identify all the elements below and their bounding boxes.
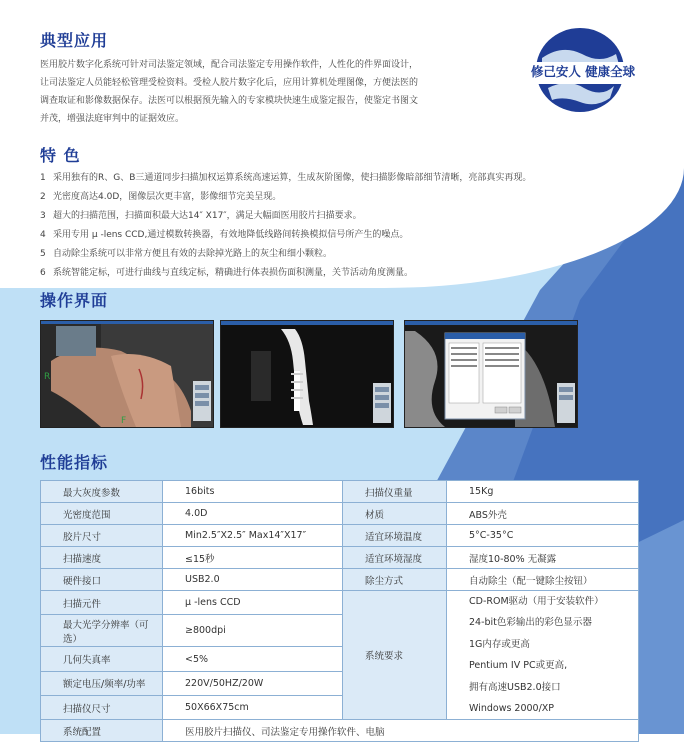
table-row xyxy=(41,481,639,503)
system-req-label: 系统要求 xyxy=(343,591,447,720)
spec-label: 扫描仪重量 xyxy=(343,481,447,503)
section-title-performance: 性能指标 xyxy=(40,453,109,472)
spec-label: 扫描速度 xyxy=(41,547,163,569)
system-req-item: CD-ROM驱动（用于安装软件） xyxy=(469,596,604,607)
intro-line: 让司法鉴定人员能轻松管理受检资料。受检人胶片数字化后，应用计算机处理图像，方便法医的 xyxy=(40,78,419,88)
spec-label: 最大光学分辨率（可选） xyxy=(41,615,163,647)
spec-value: Min2.5″X2.5″ Max14″X17″ xyxy=(163,525,343,547)
system-req-list xyxy=(447,591,639,720)
system-req-item: 拥有高速USB2.0接口 xyxy=(469,681,561,693)
spec-value: 4.0D xyxy=(163,503,343,525)
intro-line: 并茂，增强法庭审判中的证据效应。 xyxy=(40,114,185,124)
section-title-features: 特 色 xyxy=(40,146,81,165)
spec-value: 220V/50HZ/20W xyxy=(163,671,343,695)
spec-value: 5°C-35°C xyxy=(447,525,639,547)
table-row xyxy=(41,569,639,591)
spec-label: 胶片尺寸 xyxy=(41,525,163,547)
spec-label: 最大灰度参数 xyxy=(41,481,163,503)
features-list xyxy=(40,169,660,283)
screenshot-xray-bone xyxy=(220,320,394,428)
system-req-item: 24-bit色彩输出的彩色显示器 xyxy=(469,617,592,629)
spec-label: 系统配置 xyxy=(41,720,163,742)
system-req-item: Pentium IV PC或更高, xyxy=(469,660,568,672)
company-logo xyxy=(512,24,654,120)
spec-table xyxy=(40,480,638,742)
table-row xyxy=(41,591,639,615)
feature-item: 5 自动除尘系统可以非常方便且有效的去除掉光路上的灰尘和细小颗粒。 xyxy=(40,249,333,259)
intro-line: 调查取证和影像数据保存。法医可以根据预先输入的专家模块快速生成鉴定报告，使鉴定书图文 xyxy=(40,96,419,106)
table-row xyxy=(41,547,639,569)
spec-label: 扫描元件 xyxy=(41,591,163,615)
spec-value: μ -lens CCD xyxy=(163,591,343,615)
table-row xyxy=(41,720,639,742)
table-row xyxy=(41,525,639,547)
spec-label: 光密度范围 xyxy=(41,503,163,525)
spec-value: ABS外壳 xyxy=(447,503,639,525)
spec-label: 适宜环境温度 xyxy=(343,525,447,547)
spec-value: ≥800dpi xyxy=(163,615,343,647)
intro-paragraph xyxy=(40,56,485,128)
spec-value: 自动除尘（配一键除尘按钮） xyxy=(447,569,639,591)
marker-f: F xyxy=(121,416,127,426)
system-req-item: Windows 2000/XP xyxy=(469,703,555,715)
spec-value: ≤15秒 xyxy=(163,547,343,569)
intro-line: 医用胶片数字化系统可针对司法鉴定领域，配合司法鉴定专用操作软件，人性化的件界面设计， xyxy=(40,60,419,70)
spec-value: 50X66X75cm xyxy=(163,696,343,720)
spec-value: 16bits xyxy=(163,481,343,503)
spec-label: 适宜环境湿度 xyxy=(343,547,447,569)
feature-item: 1 采用独有的R、G、B三通道同步扫描加权运算系统高速运算，生成灰阶图像，使扫描影像暗部细节清晰，亮部真实再现。 xyxy=(40,173,532,183)
logo-slogan: 修己安人 健康全球 xyxy=(530,64,636,79)
feature-item: 2 光密度高达4.0D，图像层次更丰富，影像细节完美呈现。 xyxy=(40,192,282,202)
spec-value: USB2.0 xyxy=(163,569,343,591)
spec-value: 湿度10-80% 无凝露 xyxy=(447,547,639,569)
spec-value: 15Kg xyxy=(447,481,639,503)
section-title-interface: 操作界面 xyxy=(40,291,109,310)
spec-label: 硬件接口 xyxy=(41,569,163,591)
table-row xyxy=(41,503,639,525)
feature-item: 3 超大的扫描范围，扫描面积最大达14″ X17″，满足大幅面医用胶片扫描要求。 xyxy=(40,211,362,221)
spec-label: 几何失真率 xyxy=(41,647,163,671)
spec-value: 医用胶片扫描仪、司法鉴定专用操作软件、电脑 xyxy=(163,720,639,742)
spec-value: <5% xyxy=(163,647,343,671)
marker-r: R xyxy=(44,372,51,382)
spec-label: 除尘方式 xyxy=(343,569,447,591)
spec-label: 材质 xyxy=(343,503,447,525)
spec-label: 额定电压/频率/功率 xyxy=(41,671,163,695)
section-title-typical: 典型应用 xyxy=(40,31,109,50)
screenshot-photo-arm xyxy=(40,320,214,428)
screenshot-xray-dialog xyxy=(404,320,578,428)
feature-item: 6 系统智能定标，可进行曲线与直线定标，精确进行体表损伤面积测量，关节活动角度测量。 xyxy=(40,268,414,278)
spec-label: 扫描仪尺寸 xyxy=(41,696,163,720)
feature-item: 4 采用专用 μ -lens CCD,通过模数转换器，有效地降低线路间转换模拟信号所产生的噪点。 xyxy=(40,230,409,240)
system-req-item: 1G内存或更高 xyxy=(469,638,530,650)
